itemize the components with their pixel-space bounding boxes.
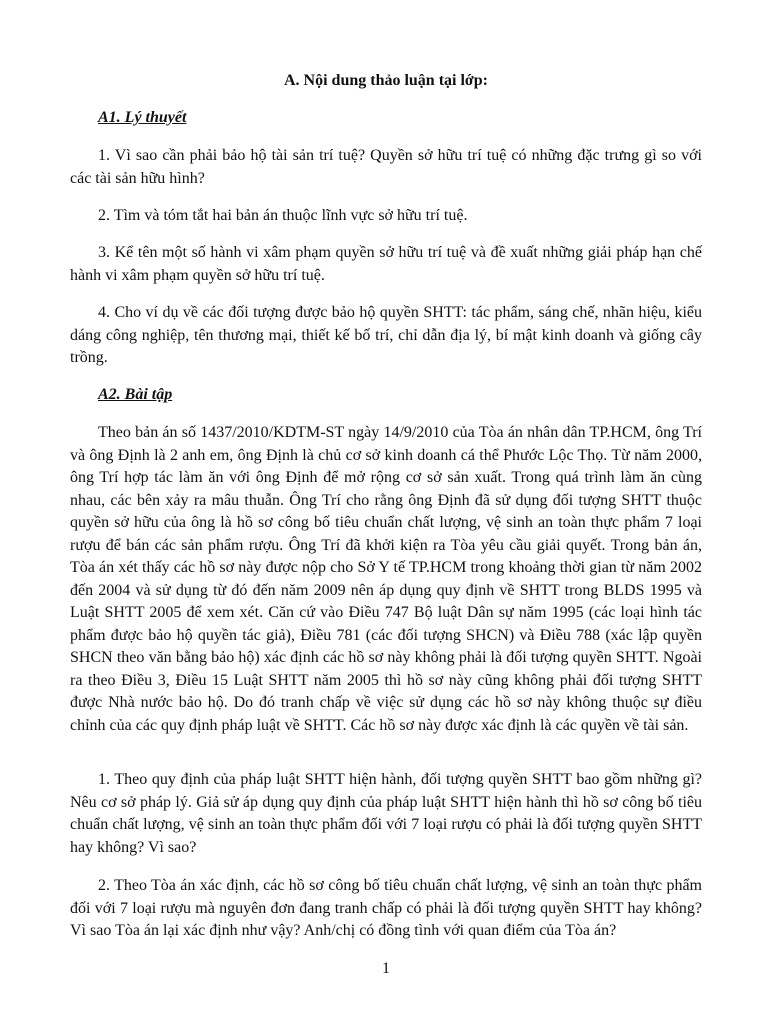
theory-question-1: 1. Vì sao cần phải bảo hộ tài sản trí tuệ? Quyền sở hữu trí tuệ có những đặc trưng gì so với các tài sản hữu hình? <box>70 147 702 187</box>
theory-question-4: 4. Cho ví dụ về các đối tượng được bảo hộ quyền SHTT: tác phẩm, sáng chế, nhãn hiệu, kiểu dáng công nghiệp, tên thương mại, thiết kế bố trí, chỉ dẫn địa lý, bí mật kinh doanh và giống cây trồng. <box>70 304 702 366</box>
section-heading-a1: A1. Lý thuyết <box>98 109 187 126</box>
theory-question-2: 2. Tìm và tóm tắt hai bản án thuộc lĩnh vực sở hữu trí tuệ. <box>98 207 468 224</box>
section-heading-a2: A2. Bài tập <box>98 386 173 403</box>
exercise-question-2: 2. Theo Tòa án xác định, các hồ sơ công bố tiêu chuẩn chất lượng, vệ sinh an toàn thực phẩm đối với 7 loại rượu mà nguyên đơn đang tranh chấp có phải là đối tượng quyền SHTT hay không? Vì sao Tòa án lại xác định như vậy? Anh/chị có đồng tình với quan điểm của Tòa án? <box>70 877 702 939</box>
case-paragraph: Theo bản án số 1437/2010/KDTM-ST ngày 14/9/2010 của Tòa án nhân dân TP.HCM, ông Trí và ông Định là 2 anh em, ông Định là chủ cơ sở kinh doanh cá thể Phước Lộc Thọ. Từ năm 2000, ông Trí hợp tác làm ăn với ông Định để mở rộng cơ sở sản xuất. Trong quá trình làm ăn cùng nhau, các bên xảy ra mâu thuẫn. Ông Trí cho rằng ông Định đã sử dụng đối tượng SHTT thuộc quyền sở hữu của ông là hồ sơ công bố tiêu chuẩn chất lượng, vệ sinh an toàn thực phẩm 7 loại rượu để bán các sản phẩm rượu. Ông Trí đã khởi kiện ra Tòa yêu cầu giải quyết. Trong bản án, Tòa án xét thấy các hồ sơ này được nộp cho Sở Y tế TP.HCM trong khoảng thời gian từ năm 2002 đến 2004 và sử dụng từ đó đến năm 2009 nên áp dụng quy định về SHTT trong BLDS 1995 và Luật SHTT 2005 để xem xét. Căn cứ vào Điều 747 Bộ luật Dân sự năm 1995 (các loại hình tác phẩm được bảo hộ quyền tác giả), Điều 781 (các đối tượng SHCN) và Điều 788 (xác lập quyền SHCN theo văn bằng bảo hộ) xác định các hồ sơ này không phải là đối tượng quyền SHTT. Ngoài ra theo Điều 3, Điều 15 Luật SHTT năm 2005 thì hồ sơ này cũng không phải đối tượng SHTT được Nhà nước bảo hộ. Do đó tranh chấp về việc sử dụng các hồ sơ này không thuộc sự điều chỉnh của các quy định pháp luật về SHTT. Các hồ sơ này được xác định là các quyền về tài sản. <box>70 424 702 734</box>
page-number: 1 <box>382 960 390 977</box>
exercise-question-1: 1. Theo quy định của pháp luật SHTT hiện hành, đối tượng quyền SHTT bao gồm những gì? Nêu cơ sở pháp lý. Giả sử áp dụng quy định của pháp luật SHTT hiện hành thì hồ sơ công bố tiêu chuẩn chất lượng, vệ sinh an toàn thực phẩm đối với 7 loại rượu có phải là đối tượng quyền SHTT hay không? Vì sao? <box>70 771 702 856</box>
page-title: A. Nội dung thảo luận tại lớp: <box>283 72 489 89</box>
theory-question-3: 3. Kể tên một số hành vi xâm phạm quyền sở hữu trí tuệ và đề xuất những giải pháp hạn chế hành vi xâm phạm quyền sở hữu trí tuệ. <box>70 244 702 284</box>
document-page <box>70 0 702 1024</box>
